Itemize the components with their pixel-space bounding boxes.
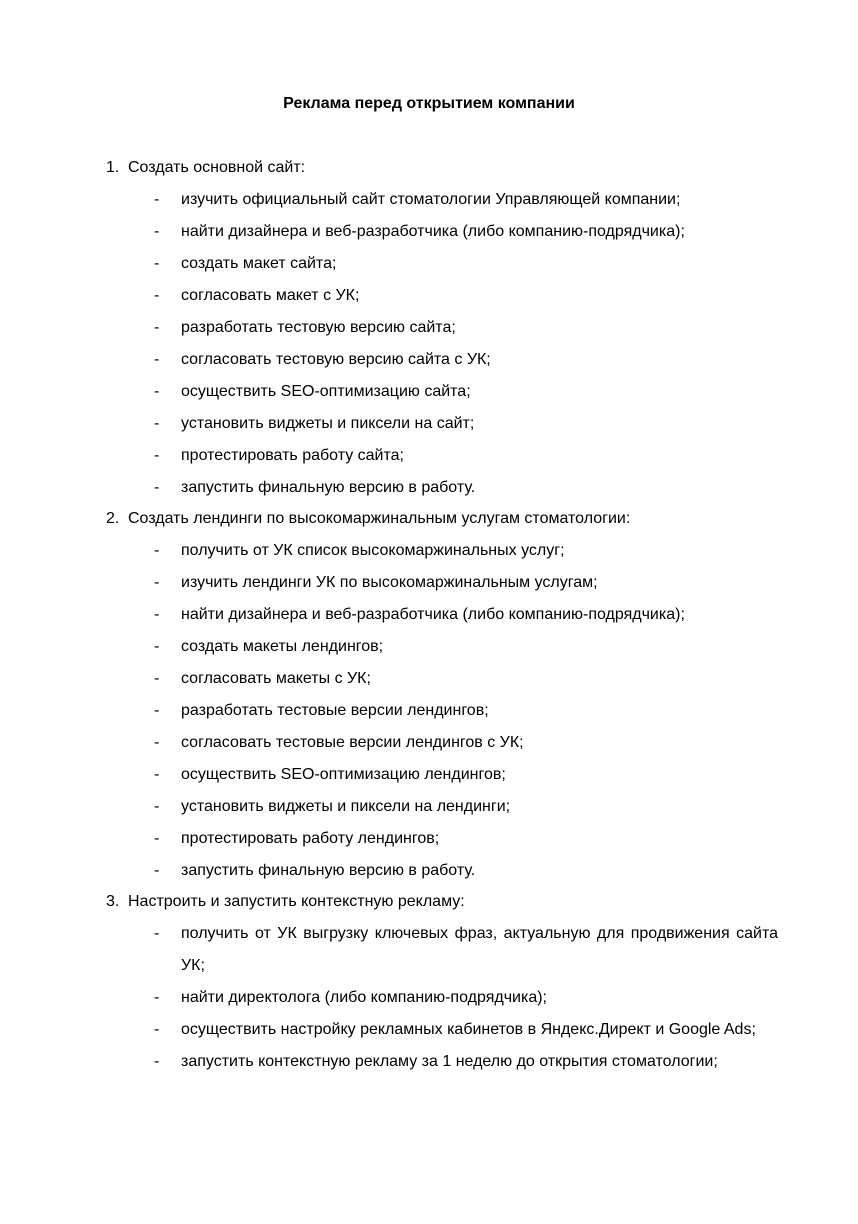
list-item-text: установить виджеты и пиксели на лендинги;	[181, 798, 511, 815]
bullet-dash: -	[154, 862, 160, 879]
list-item-text: запустить финальную версию в работу.	[181, 479, 476, 496]
section-number: 2.	[106, 510, 120, 527]
list-item	[106, 248, 786, 280]
bullet-dash: -	[154, 1021, 160, 1038]
bullet-dash: -	[154, 479, 160, 496]
bullet-dash: -	[154, 351, 160, 368]
bullet-dash: -	[154, 734, 160, 751]
list-item-text: получить от УК выгрузку ключевых фраз, актуальную для продвижения сайта УК;	[181, 925, 778, 974]
list-item	[106, 855, 786, 887]
bullet-dash: -	[154, 798, 160, 815]
bullet-dash: -	[154, 415, 160, 432]
bullet-dash: -	[154, 638, 160, 655]
bullet-dash: -	[154, 925, 160, 942]
section-items	[106, 184, 786, 504]
list-item	[106, 535, 786, 567]
bullet-dash: -	[154, 319, 160, 336]
list-item	[106, 344, 786, 376]
list-item-text: протестировать работу лендингов;	[181, 830, 440, 847]
bullet-dash: -	[154, 1053, 160, 1070]
list-item-text: согласовать тестовые версии лендингов с УК;	[181, 734, 524, 751]
bullet-dash: -	[154, 606, 160, 623]
list-item-text: согласовать тестовую версию сайта с УК;	[181, 351, 491, 368]
list-item	[106, 184, 786, 216]
section-heading-text: Создать основной сайт:	[128, 159, 306, 176]
bullet-dash: -	[154, 383, 160, 400]
list-item-text: запустить финальную версию в работу.	[181, 862, 476, 879]
bullet-dash: -	[154, 766, 160, 783]
list-item	[106, 918, 786, 982]
list-item	[106, 216, 786, 248]
bullet-dash: -	[154, 670, 160, 687]
list-item-text: осуществить SEO-оптимизацию сайта;	[181, 383, 471, 400]
list-item	[106, 759, 786, 791]
section-2	[106, 503, 786, 887]
list-item-text: согласовать макеты с УК;	[181, 670, 371, 687]
section-items	[106, 535, 786, 887]
section-3	[106, 886, 786, 1078]
list-item	[106, 631, 786, 663]
bullet-dash: -	[154, 255, 160, 272]
section-heading	[106, 152, 786, 184]
list-item-text: запустить контекстную рекламу за 1 неделю до открытия стоматологии;	[181, 1053, 718, 1070]
section-heading	[106, 886, 786, 918]
list-item-text: протестировать работу сайта;	[181, 447, 404, 464]
bullet-dash: -	[154, 989, 160, 1006]
list-item	[106, 823, 786, 855]
bullet-dash: -	[154, 287, 160, 304]
list-item-text: установить виджеты и пиксели на сайт;	[181, 415, 475, 432]
list-item-text: найти дизайнера и веб-разработчика (либо компанию-подрядчика);	[181, 606, 685, 623]
list-item	[106, 312, 786, 344]
bullet-dash: -	[154, 447, 160, 464]
bullet-dash: -	[154, 830, 160, 847]
list-item	[106, 599, 786, 631]
list-item-text: осуществить настройку рекламных кабинетов в Яндекс.Директ и Google Ads;	[181, 1021, 756, 1038]
section-heading-text: Создать лендинги по высокомаржинальным услугам стоматологии:	[128, 510, 631, 527]
section-heading	[106, 503, 786, 535]
list-item-text: найти директолога (либо компанию-подрядчика);	[181, 989, 547, 1006]
list-item-text: изучить лендинги УК по высокомаржинальным услугам;	[181, 574, 598, 591]
list-item	[106, 280, 786, 312]
list-item	[106, 472, 786, 504]
list-item-text: согласовать макет с УК;	[181, 287, 360, 304]
list-item	[106, 1014, 786, 1046]
bullet-dash: -	[154, 223, 160, 240]
list-item	[106, 440, 786, 472]
bullet-dash: -	[154, 191, 160, 208]
list-item-text: изучить официальный сайт стоматологии Управляющей компании;	[181, 191, 681, 208]
bullet-dash: -	[154, 574, 160, 591]
section-number: 1.	[106, 159, 120, 176]
section-heading-text: Настроить и запустить контекстную рекламу:	[128, 893, 465, 910]
list-item-text: разработать тестовые версии лендингов;	[181, 702, 489, 719]
list-item-text: получить от УК список высокомаржинальных услуг;	[181, 542, 565, 559]
list-item	[106, 791, 786, 823]
list-item	[106, 1046, 786, 1078]
list-item	[106, 376, 786, 408]
list-item	[106, 663, 786, 695]
list-item	[106, 408, 786, 440]
document-title: Реклама перед открытием компании	[283, 95, 575, 112]
list-item-text: создать макеты лендингов;	[181, 638, 384, 655]
section-items	[106, 918, 786, 1078]
list-item	[106, 982, 786, 1014]
list-item	[106, 727, 786, 759]
section-1	[106, 152, 786, 504]
list-item-text: найти дизайнера и веб-разработчика (либо компанию-подрядчика);	[181, 223, 685, 240]
section-number: 3.	[106, 893, 120, 910]
bullet-dash: -	[154, 542, 160, 559]
list-item	[106, 567, 786, 599]
list-item-text: разработать тестовую версию сайта;	[181, 319, 456, 336]
list-item-text: создать макет сайта;	[181, 255, 337, 272]
list-item-text: осуществить SEO-оптимизацию лендингов;	[181, 766, 506, 783]
bullet-dash: -	[154, 702, 160, 719]
list-item	[106, 695, 786, 727]
